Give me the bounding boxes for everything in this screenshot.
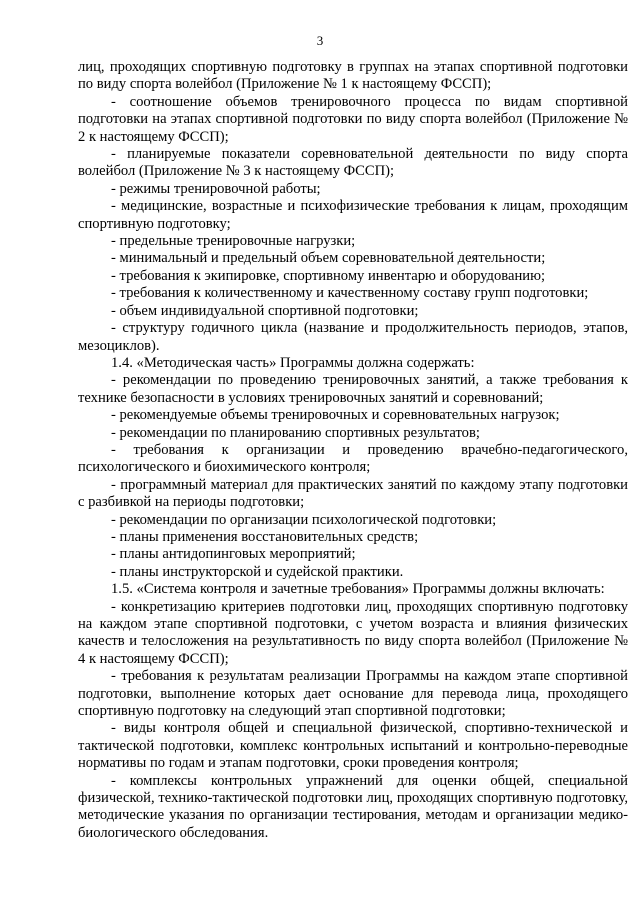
list-item-program-results: - требования к результатам реализации Программы на каждом этапе спортивной подготовки, выполнение которых дает основание для перевода лица, проходящего спортивную подготовку на следующий этап спортивной подготовки;: [78, 668, 628, 720]
list-item-competitive-indicators: - планируемые показатели соревновательной деятельности по виду спорта волейбол (Приложение № 3 к настоящему ФССП);: [78, 146, 628, 180]
list-item-control-exercises: - комплексы контрольных упражнений для оценки общей, специальной физической, технико-тактической подготовки лиц, проходящих спортивную подготовку, методические указания по организации тестирования, методам и организации медико-биологического обследования.: [78, 772, 628, 841]
document-body: [78, 59, 628, 842]
section-1-5-heading: 1.5. «Система контроля и зачетные требования» Программы должны включать:: [111, 581, 605, 598]
list-item-instructor-practice: - планы инструкторской и судейской практики.: [111, 563, 404, 580]
list-item-medical-requirements: - медицинские, возрастные и психофизические требования к лицам, проходящим спортивную подготовку;: [78, 198, 628, 232]
list-item-psychological-training: - рекомендации по организации психологической подготовки;: [111, 511, 497, 528]
list-item-competition-volume: - минимальный и предельный объем соревновательной деятельности;: [111, 250, 546, 267]
list-item-criteria: - конкретизацию критериев подготовки лиц, проходящих спортивную подготовку на каждом этапе спортивной подготовки, с учетом возраста и влияния физических качеств и телосложения на результативность по виду спорта волейбол (Приложение № 4 к настоящему ФССП);: [78, 598, 628, 667]
list-item-group-composition: - требования к количественному и качественному составу групп подготовки;: [111, 285, 589, 302]
list-item-individual-training: - объем индивидуальной спортивной подготовки;: [111, 302, 419, 319]
list-item-recovery-plans: - планы применения восстановительных средств;: [111, 528, 419, 545]
page-number: 3: [316, 33, 324, 48]
list-item-antidoping-plans: - планы антидопинговых мероприятий;: [111, 546, 356, 563]
list-item-max-loads: - предельные тренировочные нагрузки;: [111, 233, 356, 250]
list-item-control-types: - виды контроля общей и специальной физической, спортивно-технической и тактической подготовки, комплекс контрольных испытаний и контрольно-переводные нормативы по годам и этапам подготовки, сроки проведения контроля;: [78, 720, 628, 772]
list-item-training-recommendations: - рекомендации по проведению тренировочных занятий, а также требования к технике безопасности в условиях тренировочных занятий и соревнований;: [78, 372, 628, 406]
list-item-program-material: - программный материал для практических занятий по каждому этапу подготовки с разбивкой на периоды подготовки;: [78, 476, 628, 511]
list-item-training-modes: - режимы тренировочной работы;: [111, 180, 321, 197]
list-item-volume-ratio: - соотношение объемов тренировочного процесса по видам спортивной подготовки на этапах спортивной подготовки по виду спорта волейбол (Приложение № 2 к настоящему ФССП);: [78, 93, 628, 145]
section-1-4-heading: 1.4. «Методическая часть» Программы должна содержать:: [111, 354, 475, 371]
list-item-annual-cycle: - структуру годичного цикла (название и продолжительность периодов, этапов, мезоциклов).: [78, 320, 628, 354]
list-item-recommended-loads: - рекомендуемые объемы тренировочных и соревновательных нагрузок;: [111, 407, 560, 424]
list-item-results-planning: - рекомендации по планированию спортивных результатов;: [111, 424, 480, 441]
paragraph-continuation: лиц, проходящих спортивную подготовку в группах на этапах спортивной подготовки по виду спорта волейбол (Приложение № 1 к настоящему ФССП);: [78, 59, 628, 93]
list-item-medical-control: - требования к организации и проведению врачебно-педагогического, психологического и биохимического контроля;: [78, 441, 628, 476]
list-item-equipment: - требования к экипировке, спортивному инвентарю и оборудованию;: [111, 267, 546, 284]
